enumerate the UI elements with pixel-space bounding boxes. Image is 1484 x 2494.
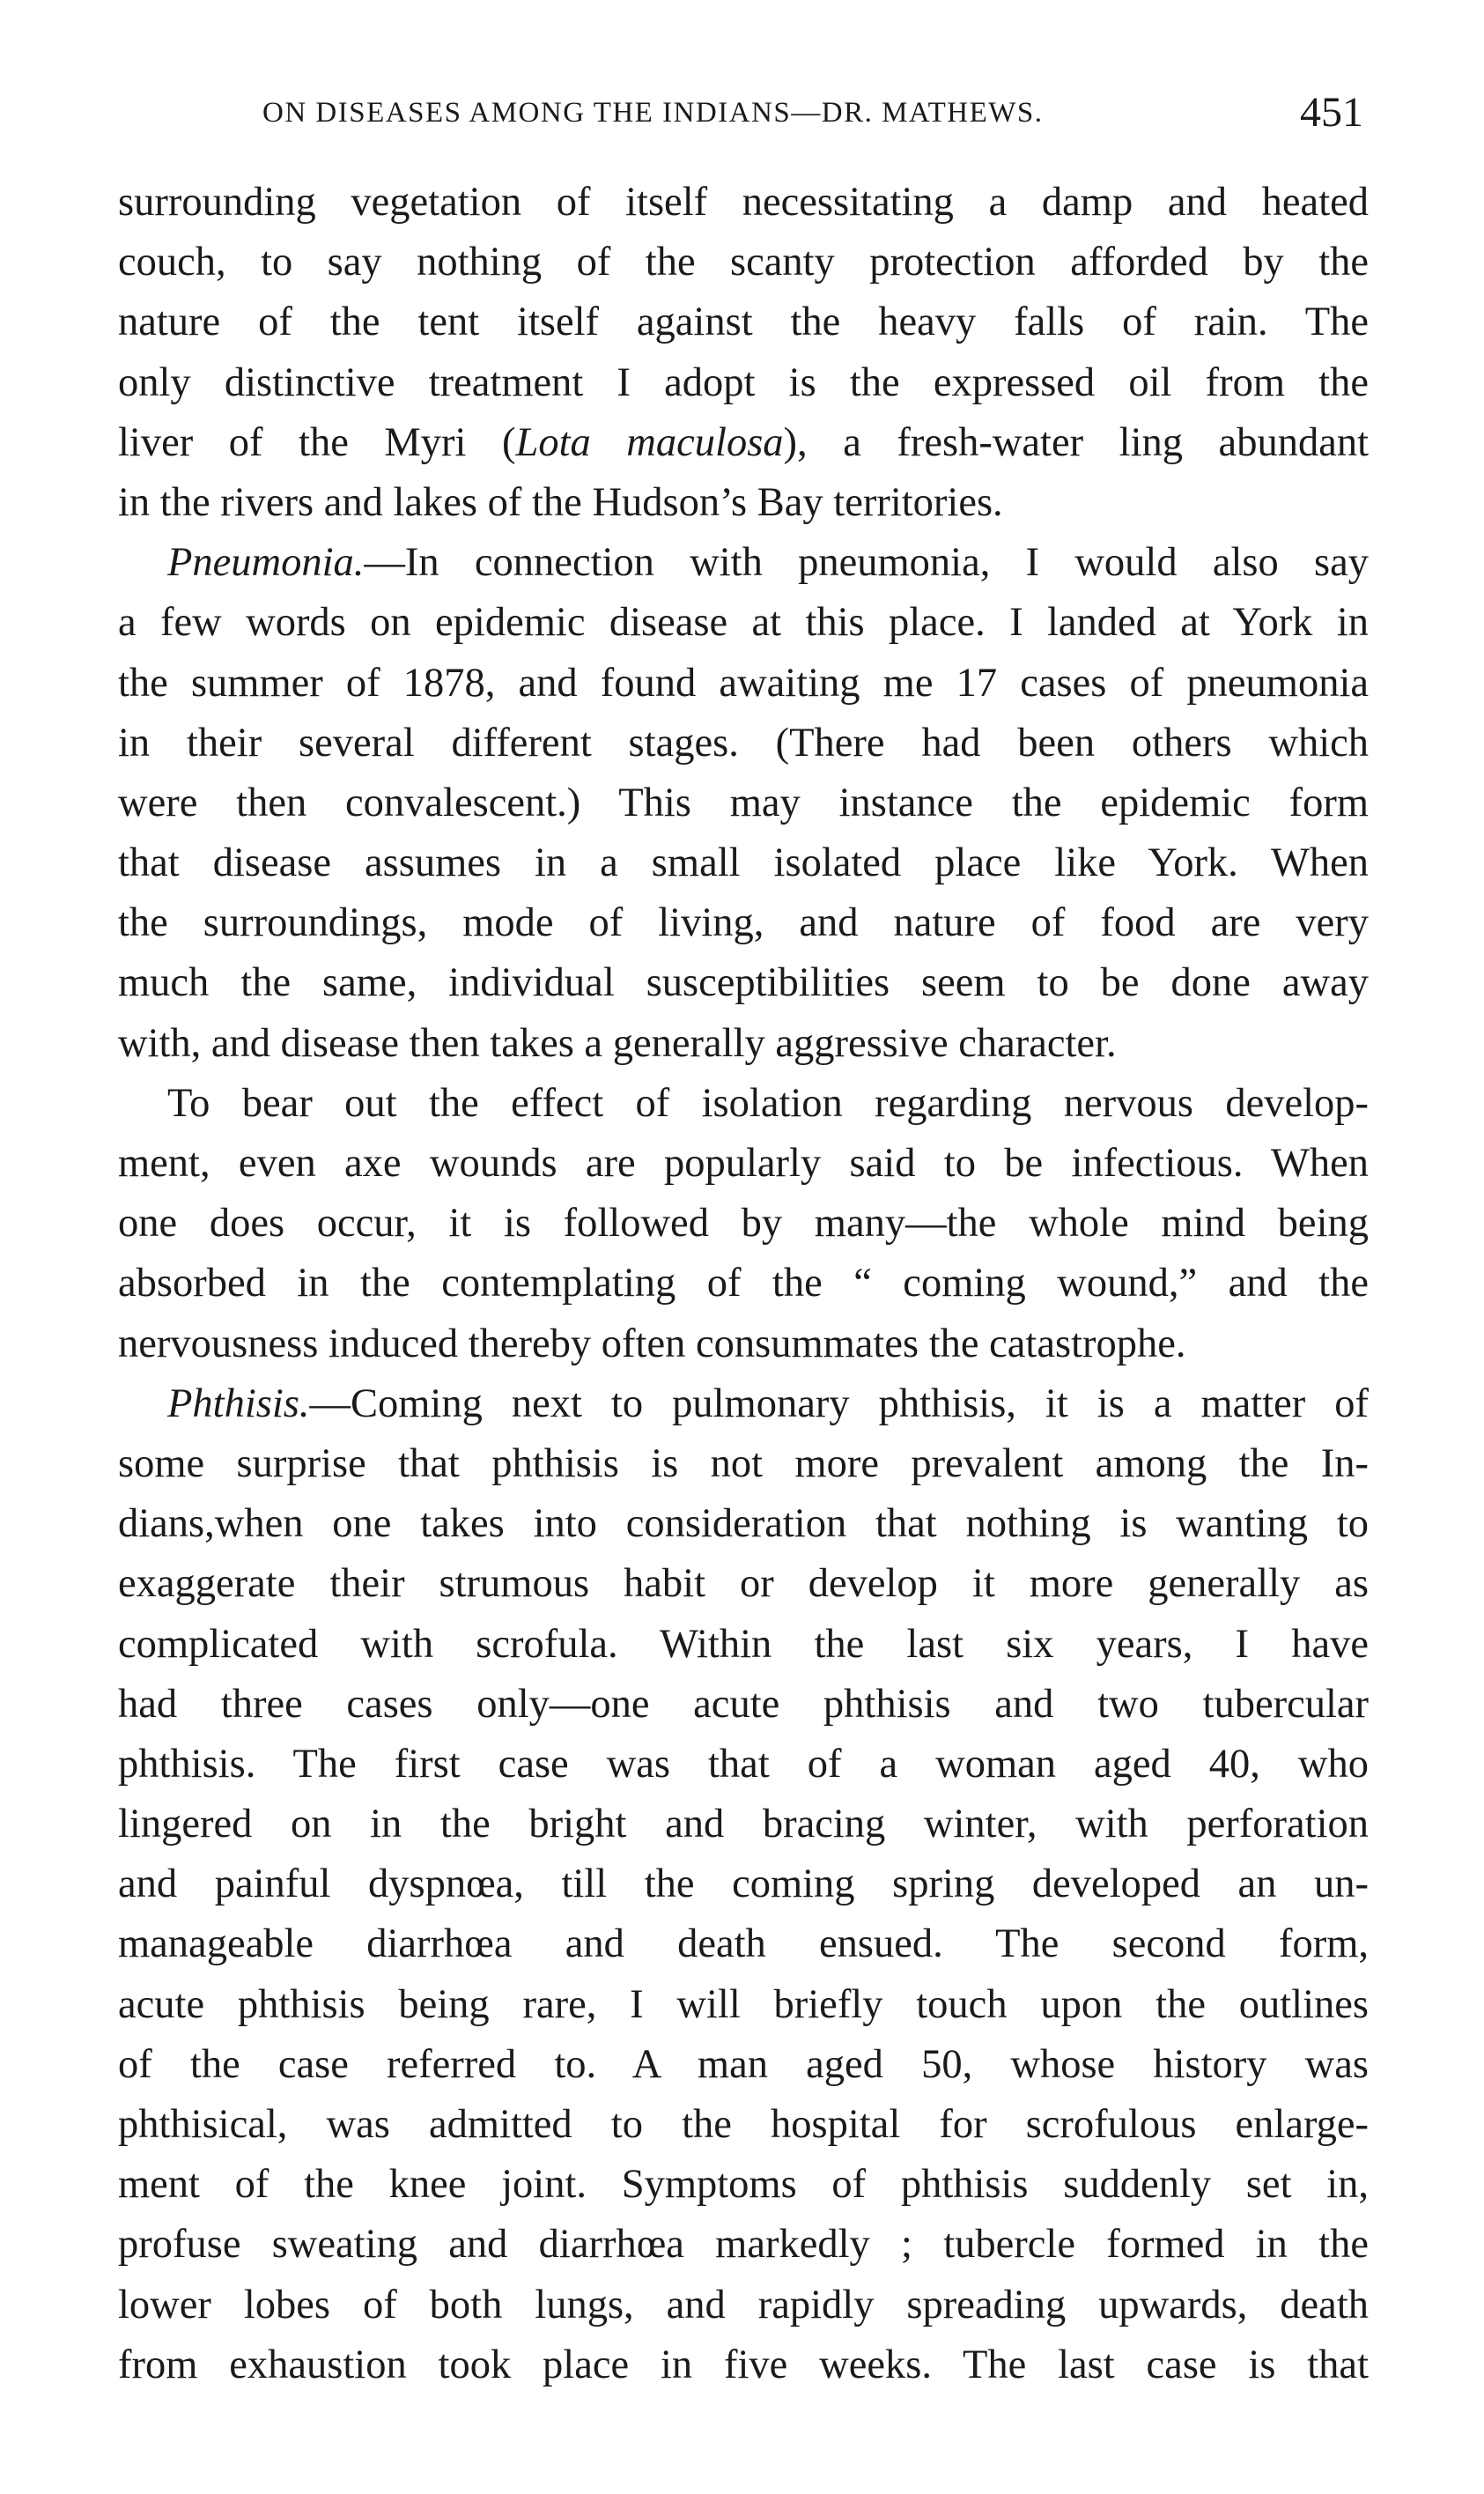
text-line: in their several different stages. (There had been others which [118,720,1369,766]
text-line: absorbed in the contemplating of the “ coming wound,” and the [118,1261,1369,1306]
text-line: manageable diarrhœa and death ensued. The second form, [118,1921,1369,1967]
paragraph-start-isolation: To bear out the effect of isolation regarding nervous develop- [167,1080,1369,1126]
text-line: much the same, individual susceptibilities seem to be done away [118,960,1369,1006]
paragraph-start-pneumonia: Pneumonia.—In connection with pneumonia, I would also say [167,540,1369,586]
text-line: of the case referred to. A man aged 50, whose history was [118,2041,1369,2087]
text-line: in the rivers and lakes of the Hudson’s Bay territories. [118,479,1003,525]
text-line: ment, even axe wounds are popularly said to be infectious. When [118,1141,1369,1186]
text-line: liver of the Myri (Lota maculosa), a fresh-water ling abundant [118,419,1369,465]
text-line: some surprise that phthisis is not more prevalent among the In- [118,1440,1369,1486]
text-line: profuse sweating and diarrhœa markedly ; tubercle formed in the [118,2222,1369,2268]
text-line: the summer of 1878, and found awaiting me 17 cases of pneumonia [118,660,1369,706]
text-line: a few words on epidemic disease at this place. I landed at York in [118,600,1369,646]
text-line: with, and disease then takes a generally aggressive character. [118,1020,1117,1066]
paragraph-start-phthisis: Phthisis.—Coming next to pulmonary phthisis, it is a matter of [167,1380,1369,1426]
text-line: had three cases only—one acute phthisis and two tubercular [118,1681,1369,1727]
text-line: surrounding vegetation of itself necessitating a damp and heated [118,180,1369,225]
section-heading-pneumonia: Pneumonia. [167,540,365,586]
text-line: the surroundings, mode of living, and nature of food are very [118,900,1369,946]
page-number: 451 [1300,89,1363,136]
text-line: complicated with scrofula. Within the last six years, I have [118,1621,1369,1667]
text-line: ment of the knee joint. Symptoms of phthisis suddenly set in, [118,2162,1369,2208]
text-line: phthisis. The first case was that of a woman aged 40, who [118,1741,1369,1787]
text-line: and painful dyspnœa, till the coming spring developed an un- [118,1861,1369,1907]
text-line: only distinctive treatment I adopt is the expressed oil from the [118,359,1369,405]
text-line: one does occur, it is followed by many—the whole mind being [118,1201,1369,1247]
section-heading-phthisis: Phthisis. [167,1380,310,1426]
text-line: lower lobes of both lungs, and rapidly spreading upwards, death [118,2282,1369,2327]
text-line: lingered on in the bright and bracing winter, with perforation [118,1802,1369,1847]
text-line: that disease assumes in a small isolated place like York. When [118,840,1369,886]
latin-name: Lota maculosa [515,419,784,465]
text-line: phthisical, was admitted to the hospital for scrofulous enlarge- [118,2102,1369,2147]
running-head [262,88,1363,141]
text-line: from exhaustion took place in five weeks. The last case is that [118,2342,1369,2387]
text-line: couch, to say nothing of the scanty protection afforded by the [118,240,1369,285]
text-line: acute phthisis being rare, I will briefly touch upon the outlines [118,1981,1369,2027]
text-line: nature of the tent itself against the heavy falls of rain. The [118,300,1369,345]
text-line: nervousness induced thereby often consummates the catastrophe. [118,1321,1186,1366]
text-line: exaggerate their strumous habit or develop it more generally as [118,1561,1369,1607]
body-text [118,173,1369,2395]
running-title: ON DISEASES AMONG THE INDIANS—DR. MATHEWS. [262,97,1044,129]
text-line: dians,when one takes into consideration that nothing is wanting to [118,1501,1369,1547]
text-line: were then convalescent.) This may instance the epidemic form [118,780,1369,825]
